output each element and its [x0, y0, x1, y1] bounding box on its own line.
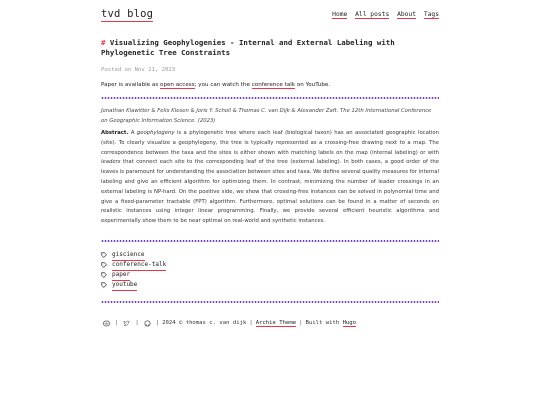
post-title: [101, 38, 421, 58]
tag-icon: [101, 272, 107, 278]
footer-separator: |: [249, 320, 253, 326]
tag-link-conference-talk[interactable]: conference-talk: [112, 260, 166, 271]
tag-link-youtube[interactable]: youtube: [112, 280, 137, 291]
intro-text: ; you can watch the: [194, 82, 252, 88]
footer-built-with: Built with: [305, 320, 340, 326]
twitter-icon[interactable]: [123, 320, 130, 327]
intro-paragraph: [101, 82, 330, 88]
footer-separator: |: [155, 320, 160, 326]
tag-item: [101, 270, 166, 280]
main-nav: [328, 11, 439, 19]
footer-separator: |: [115, 320, 119, 326]
nav-home[interactable]: Home: [332, 11, 348, 18]
footer-copyright: 2024 © thomas c. van dijk: [162, 320, 247, 326]
abstract: [101, 129, 439, 227]
hugo-link[interactable]: Hugo: [342, 319, 357, 326]
abstract-text: A: [128, 130, 137, 136]
abstract-emphasis: leaders: [101, 159, 121, 166]
site-header: [101, 8, 439, 24]
citation: Jonathan Klawitter & Felix Klesen & Joris Y. Scholl & Thomas C. van Dijk & Alexander Zaft. The 12th International Conference on Geographic Information Science. (2023): [101, 108, 432, 124]
dotted-divider: [101, 240, 439, 242]
archie-theme-link[interactable]: Archie Theme: [255, 319, 297, 326]
intro-text: on YouTube.: [295, 82, 331, 88]
tag-item: [101, 280, 166, 290]
tag-icon: [101, 262, 107, 268]
tag-item: [101, 260, 166, 270]
open-access-link[interactable]: open access: [160, 82, 195, 88]
nav-about[interactable]: About: [397, 11, 417, 18]
conference-talk-link[interactable]: conference talk: [251, 82, 296, 88]
tag-item: [101, 250, 166, 260]
heading-hash: #: [101, 38, 106, 47]
abstract-text: is a phylogenetic tree where each leaf (biological taxon) has an associated geographic location (site). To clearly visualize a geophylogeny, the tree is typically represented as a crossing-free drawing next to a map. The correspondence between the taxa and the sites is either shown with matching labels on the map (internal labeling) or with: [101, 130, 439, 156]
tag-list: [101, 250, 166, 290]
site-title-link[interactable]: tvd blog: [101, 8, 154, 20]
mastodon-icon[interactable]: [103, 320, 110, 327]
abstract-label: Abstract.: [101, 130, 129, 136]
intro-text: Paper is available as: [101, 82, 161, 88]
nav-tags[interactable]: Tags: [423, 11, 439, 18]
github-icon[interactable]: [144, 320, 151, 327]
tag-icon: [101, 252, 107, 258]
tag-link-giscience[interactable]: giscience: [112, 250, 145, 261]
footer-separator: |: [299, 320, 303, 326]
footer-separator: |: [135, 320, 139, 326]
nav-all-posts[interactable]: All posts: [355, 11, 390, 18]
abstract-emphasis: geophylogeny: [136, 130, 175, 136]
tag-link-paper[interactable]: paper: [112, 270, 130, 281]
tag-icon: [101, 282, 107, 288]
post-title-text: Visualizing Geophylogenies - Internal and External Labeling with Phylogenetic Tree Constraints: [101, 38, 395, 57]
dotted-divider: [101, 301, 439, 303]
abstract-text: that connect each site to the corresponding leaf of the tree (external labeling). In both cases, a good order of the leaves is paramount for understanding the association between sites and taxa. We define several quality measures for internal labeling and give an efficient algorithm for optimizing them. In contrast, minimizing the number of leader crossings in an external labeling is NP-hard. On the positive side, we show that crossing-free instances can be solved in polynomial time and give a fixed-parameter tractable (FPT) algorithm. Furthermore, optimal solutions can be found in a matter of seconds on realistic instances using integer linear programming. Finally, we provide several efficient heuristic algorithms and experimentally show them to be near optimal on real-world and synthetic instances.: [101, 159, 439, 225]
site-footer: [101, 318, 356, 328]
dotted-divider: [101, 97, 439, 99]
post-date: Posted on Nov 21, 2023: [101, 67, 176, 73]
